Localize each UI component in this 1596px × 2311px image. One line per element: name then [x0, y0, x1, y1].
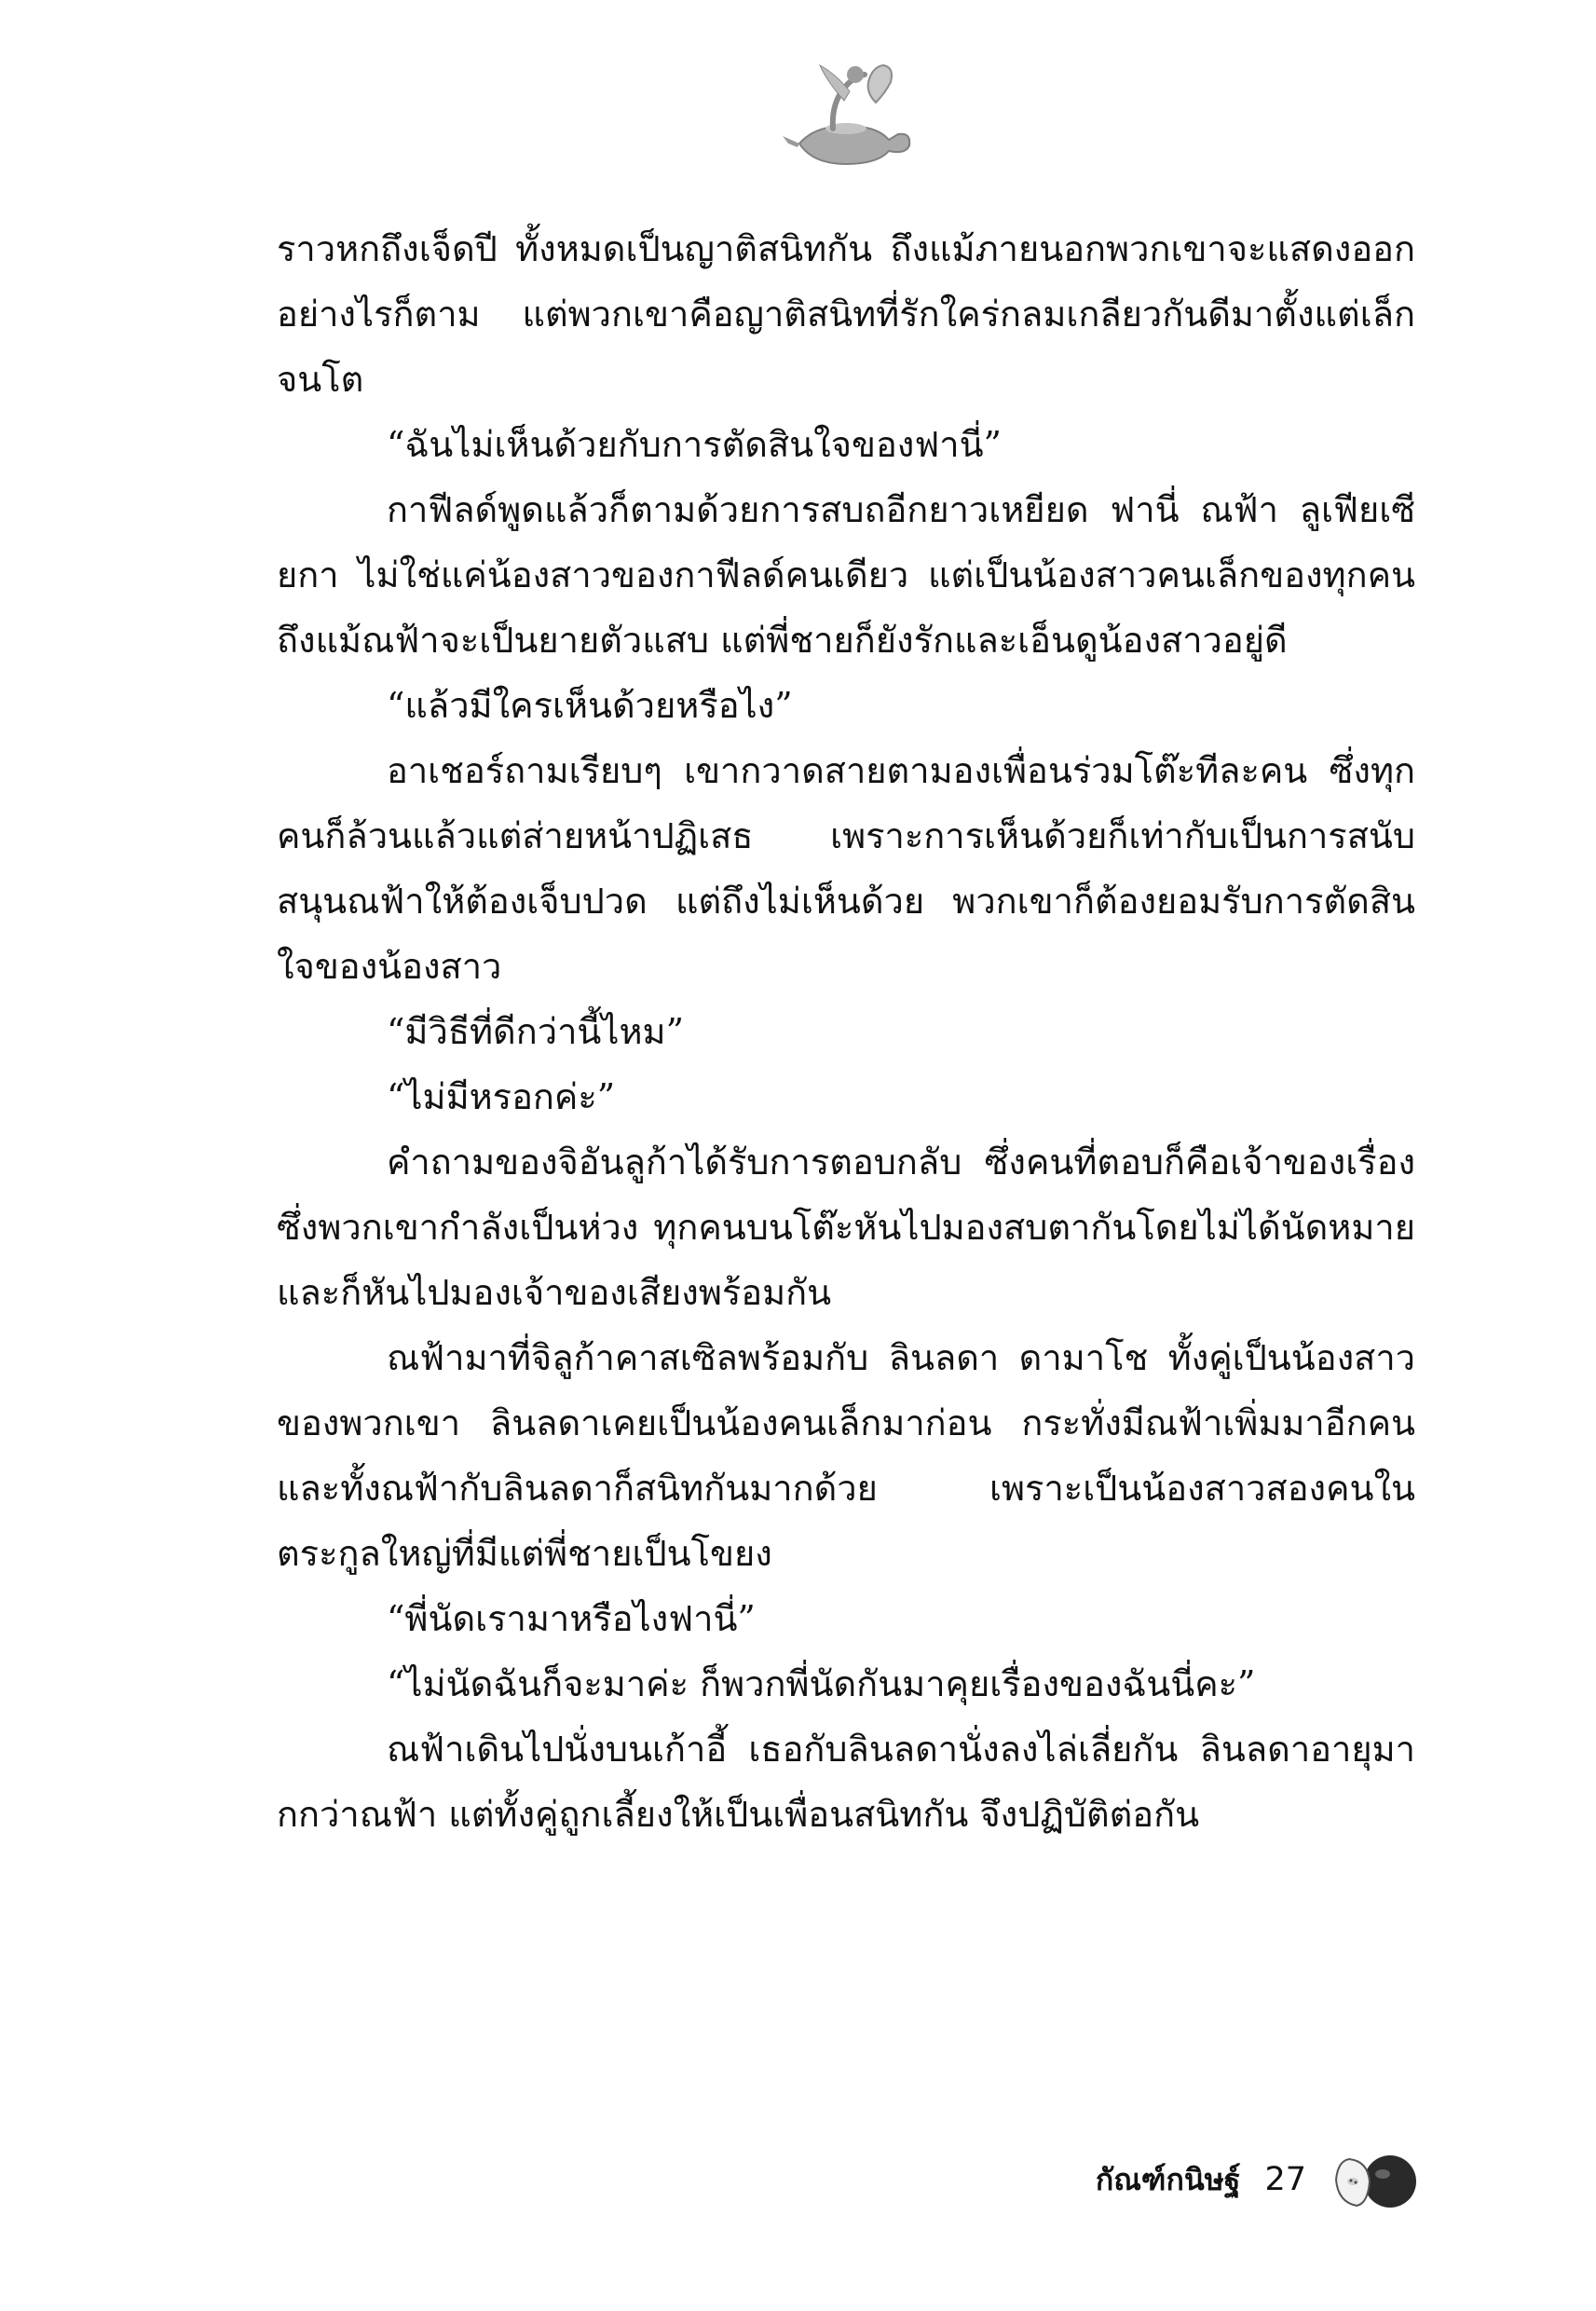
paragraph: “พี่นัดเรามาหรือไงฟานี่”	[387, 1598, 756, 1639]
paragraph: ณฟ้าเดินไปนั่งบนเก้าอี้ เธอกับลินลดานั่งลงไล่เลี่ยกัน ลินลดาอายุมากกว่าณฟ้า แต่ทั้งคู่ถูกเลี้ยงให้เป็นเพื่อนสนิทกัน จึงปฏิบัติต่อกัน	[277, 1729, 1415, 1835]
teapot-lamp-ornament-icon	[779, 54, 914, 171]
apple-icon	[1330, 2148, 1419, 2211]
paragraph: “ไม่มีหรอกค่ะ”	[387, 1076, 616, 1117]
paragraph: อาเชอร์ถามเรียบๆ เขากวาดสายตามองเพื่อนร่วมโต๊ะทีละคน ซึ่งทุกคนก็ล้วนแล้วแต่ส่ายหน้าปฏิเสธ เพราะการเห็นด้วยก็เท่ากับเป็นการสนับสนุนณฟ้าให้ต้องเจ็บปวด แต่ถึงไม่เห็นด้วย พวกเขาก็ต้องยอมรับการตัดสินใจของน้องสาว	[277, 750, 1415, 987]
paragraph: “ไม่นัดฉันก็จะมาค่ะ ก็พวกพี่นัดกันมาคุยเรื่องของฉันนี่คะ”	[387, 1663, 1256, 1704]
paragraph: คำถามของจิอันลูก้าได้รับการตอบกลับ ซึ่งคนที่ตอบก็คือเจ้าของเรื่องซึ่งพวกเขากำลังเป็นห่วง ทุกคนบนโต๊ะหันไปมองสบตากันโดยไม่ได้นัดหมาย และก็หันไปมองเจ้าของเสียงพร้อมกัน	[277, 1142, 1415, 1313]
paragraph: กาฟีลด์พูดแล้วก็ตามด้วยการสบถอีกยาวเหยียด ฟานี่ ณฟ้า ลูเฟียเซียกา ไม่ใช่แค่น้องสาวของกาฟีลด์คนเดียว แต่เป็นน้องสาวคนเล็กของทุกคน ถึงแม้ณฟ้าจะเป็นยายตัวแสบ แต่พี่ชายก็ยังรักและเอ็นดูน้องสาวอยู่ดี	[277, 489, 1415, 661]
paragraph: “มีวิธีที่ดีกว่านี้ไหม”	[387, 1011, 685, 1052]
paragraph: ราวหกถึงเจ็ดปี ทั้งหมดเป็นญาติสนิทกัน ถึงแม้ภายนอกพวกเขาจะแสดงออกอย่างไรก็ตาม แต่พวกเขาคือญาติสนิทที่รักใคร่กลมเกลียวกันดีมาตั้งแต่เล็กจนโต	[277, 228, 1415, 400]
paragraph: “แล้วมีใครเห็นด้วยหรือไง”	[387, 685, 793, 726]
page-footer	[1096, 2148, 1419, 2211]
book-title: กัณฑ์กนิษฐ์	[1095, 2161, 1241, 2197]
paragraph: “ฉันไม่เห็นด้วยกับการตัดสินใจของฟานี่”	[387, 424, 1002, 465]
story-text	[277, 216, 1415, 1847]
paragraph: ณฟ้ามาที่จิลูก้าคาสเซิลพร้อมกับ ลินลดา ดามาโช ทั้งคู่เป็นน้องสาวของพวกเขา ลินลดาเคยเป็นน้องคนเล็กมาก่อน กระทั่งมีณฟ้าเพิ่มมาอีกคน และทั้งณฟ้ากับลินลดาก็สนิทกันมากด้วย เพราะเป็นน้องสาวสองคนในตระกูลใหญ่ที่มีแต่พี่ชายเป็นโขยง	[277, 1337, 1415, 1574]
page-number: 27	[1264, 2161, 1306, 2198]
